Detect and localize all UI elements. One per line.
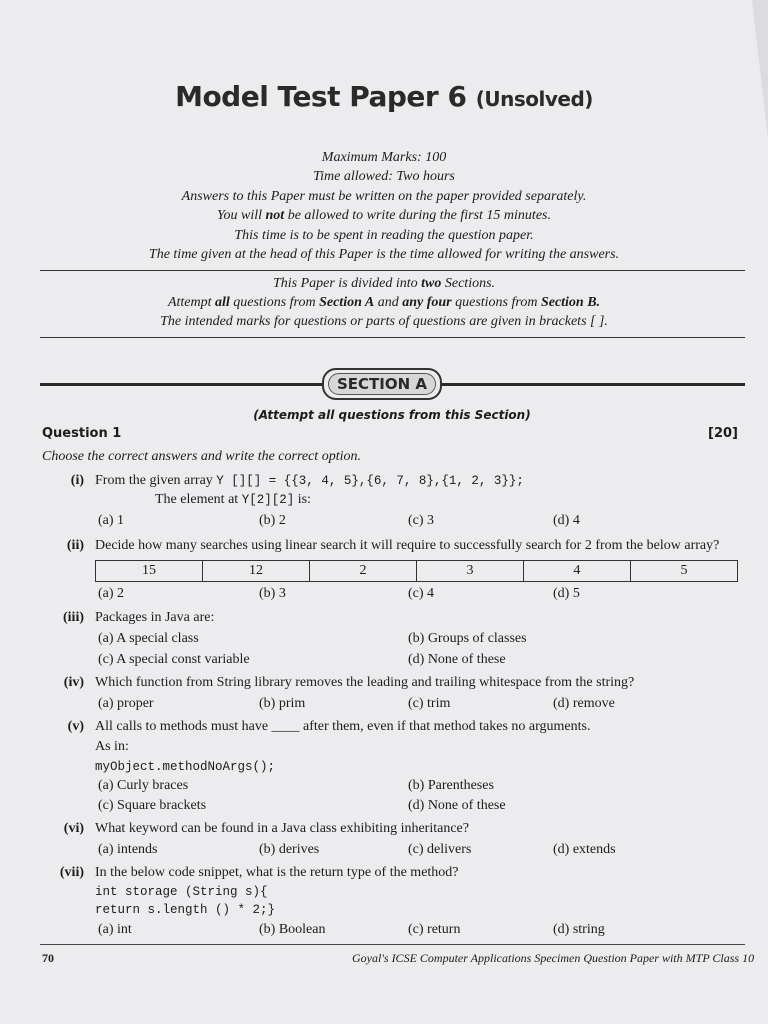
as-in-label: As in: bbox=[95, 739, 129, 754]
item-text: What keyword can be found in a Java class exhibiting inheritance? bbox=[95, 821, 469, 836]
option-c: (c) Square brackets bbox=[98, 798, 207, 813]
option-c: (c) return bbox=[408, 922, 461, 937]
item-text: Packages in Java are: bbox=[95, 610, 215, 625]
array-cell: 5 bbox=[630, 561, 737, 582]
option-c: (c) trim bbox=[408, 696, 451, 711]
instruction-line: You will not be allowed to write during the first 15 minutes. bbox=[217, 208, 551, 223]
item-number: (i) bbox=[70, 473, 84, 488]
question-marks: [20] bbox=[708, 426, 738, 441]
option-a: (a) 2 bbox=[98, 586, 125, 601]
divider bbox=[40, 337, 745, 338]
item-text: All calls to methods must have ____ after them, even if that method takes no arguments. bbox=[95, 719, 591, 734]
option-b: (b) derives bbox=[259, 842, 320, 857]
option-c: (c) 4 bbox=[408, 586, 435, 601]
option-d: (d) string bbox=[553, 922, 605, 937]
note-line: Attempt all questions from Section A and any four questions from Section B. bbox=[167, 295, 601, 310]
note-line: This Paper is divided into two Sections. bbox=[272, 276, 496, 291]
section-badge bbox=[322, 368, 442, 400]
option-c: (c) delivers bbox=[408, 842, 472, 857]
option-d: (d) extends bbox=[553, 842, 616, 857]
option-d: (d) remove bbox=[553, 696, 615, 711]
instruction-line: This time is to be spent in reading the question paper. bbox=[234, 228, 534, 243]
item-number: (ii) bbox=[66, 538, 84, 553]
option-d: (d) None of these bbox=[408, 652, 506, 667]
code-line: myObject.methodNoArgs(); bbox=[95, 760, 276, 774]
option-b: (b) Parentheses bbox=[408, 778, 494, 793]
item-number: (vii) bbox=[59, 865, 84, 880]
question-instruction: Choose the correct answers and write the correct option. bbox=[42, 449, 361, 464]
page-title bbox=[0, 80, 768, 113]
section-instruction: (Attempt all questions from this Section) bbox=[253, 408, 531, 422]
array-cell: 12 bbox=[202, 561, 309, 582]
array-table bbox=[95, 560, 738, 582]
book-title: Goyal's ICSE Computer Applications Specimen Question Paper with MTP Class 10 bbox=[352, 951, 755, 965]
page-corner bbox=[752, 0, 768, 140]
title-suffix: (Unsolved) bbox=[475, 87, 593, 111]
option-d: (d) None of these bbox=[408, 798, 506, 813]
option-b: (b) prim bbox=[259, 696, 306, 711]
time-allowed: Time allowed: Two hours bbox=[313, 169, 455, 184]
array-cell: 15 bbox=[96, 561, 203, 582]
note-line: The intended marks for questions or parts of questions are given in brackets [ ]. bbox=[160, 314, 608, 329]
option-b: (b) Groups of classes bbox=[408, 631, 527, 646]
item-i-code: Y [][] = {{3, 4, 5},{6, 7, 8},{1, 2, 3}}; bbox=[216, 474, 524, 488]
question-label: Question 1 bbox=[42, 426, 122, 441]
item-i-line2-code: Y[2][2] bbox=[241, 493, 295, 507]
option-c: (c) A special const variable bbox=[98, 652, 250, 667]
section-label: SECTION A bbox=[328, 373, 436, 395]
item-text bbox=[155, 492, 311, 508]
option-a: (a) int bbox=[98, 922, 132, 937]
item-number: (v) bbox=[67, 719, 84, 734]
code-line: int storage (String s){ bbox=[95, 885, 268, 899]
item-i-line2: The element at bbox=[155, 492, 239, 507]
page-number: 70 bbox=[42, 951, 54, 965]
option-a: (a) A special class bbox=[98, 631, 199, 646]
option-b: (b) 3 bbox=[259, 586, 286, 601]
item-text bbox=[95, 473, 524, 489]
option-a: (a) proper bbox=[98, 696, 154, 711]
code-line: return s.length () * 2;} bbox=[95, 903, 276, 917]
item-i-text: From the given array bbox=[95, 473, 213, 488]
item-number: (iv) bbox=[63, 675, 84, 690]
footer-rule bbox=[40, 944, 745, 945]
option-a: (a) intends bbox=[98, 842, 158, 857]
item-number: (iii) bbox=[63, 610, 84, 625]
item-text: Decide how many searches using linear search it will require to successfully search for 2 from the below array? bbox=[95, 538, 720, 553]
option-a: (a) 1 bbox=[98, 513, 125, 528]
instruction-line: The time given at the head of this Paper is the time allowed for writing the answers. bbox=[148, 247, 620, 262]
option-b: (b) Boolean bbox=[259, 922, 326, 937]
option-a: (a) Curly braces bbox=[98, 778, 189, 793]
item-text: Which function from String library removes the leading and trailing whitespace from the string? bbox=[95, 675, 635, 690]
item-number: (vi) bbox=[63, 821, 84, 836]
option-d: (d) 4 bbox=[553, 513, 580, 528]
max-marks: Maximum Marks: 100 bbox=[321, 150, 447, 165]
item-text: In the below code snippet, what is the return type of the method? bbox=[95, 865, 459, 880]
item-i-line2-end: is: bbox=[297, 492, 311, 507]
option-d: (d) 5 bbox=[553, 586, 580, 601]
instruction-line: Answers to this Paper must be written on the paper provided separately. bbox=[181, 189, 587, 204]
array-cell: 4 bbox=[523, 561, 630, 582]
option-c: (c) 3 bbox=[408, 513, 435, 528]
title-main: Model Test Paper 6 bbox=[175, 80, 467, 113]
divider bbox=[40, 270, 745, 271]
array-row bbox=[96, 561, 738, 582]
array-cell: 3 bbox=[416, 561, 523, 582]
option-b: (b) 2 bbox=[259, 513, 286, 528]
array-cell: 2 bbox=[309, 561, 416, 582]
